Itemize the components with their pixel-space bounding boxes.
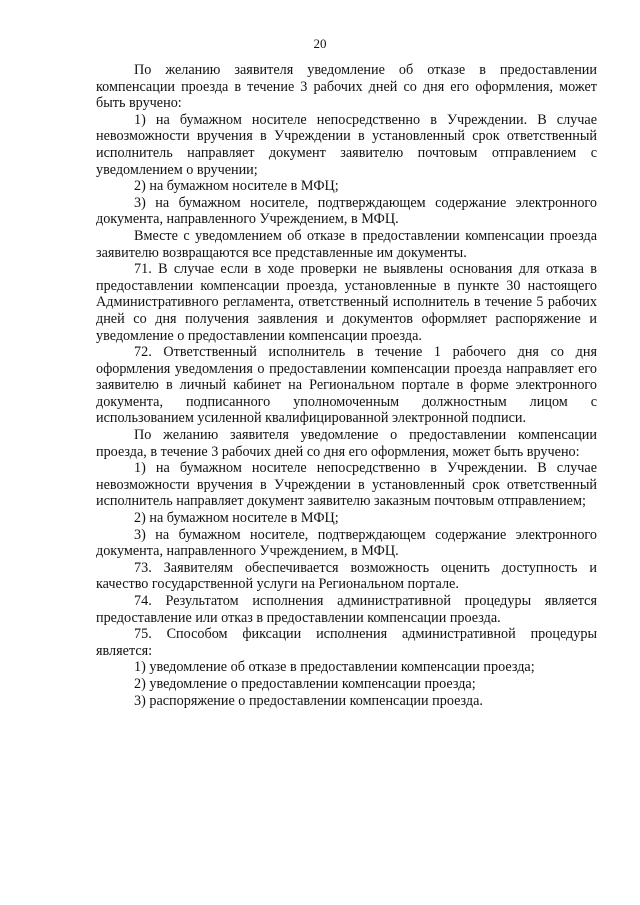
paragraph: 71. В случае если в ходе проверки не выявлены основания для отказа в предоставлении компенсации проезда, установленные в пункте 30 настоящего Административного регламента, ответственный исполнитель в течение 5 рабочих дней со дня получения заявления и документов оформляет распоряжение и уведомление о предоставлении компенсации проезда. — [96, 261, 597, 344]
paragraph: 3) распоряжение о предоставлении компенсации проезда. — [134, 692, 483, 709]
paragraph: 75. Способом фиксации исполнения административной процедуры является: — [96, 626, 597, 659]
paragraph: 3) на бумажном носителе, подтверждающем содержание электронного документа, направленного Учреждением, в МФЦ. — [96, 526, 597, 560]
paragraph: 1) на бумажном носителе непосредственно в Учреждении. В случае невозможности вручения в Учреждении в установленный срок ответственный исполнитель направляет документ заявителю почтовым отправлением с уведомлением о вручении; — [96, 111, 597, 178]
document-body — [96, 62, 597, 709]
paragraph: 72. Ответственный исполнитель в течение 1 рабочего дня со дня оформления уведомления о предоставлении компенсации проезда направляет его заявителю в личный кабинет на Региональном портале в форме электронного документа, подписанного уполномоченным должностным лицом с использованием усиленной квалифицированной электронной подписи. — [96, 344, 597, 427]
paragraph: 1) на бумажном носителе непосредственно в Учреждении. В случае невозможности вручения в Учреждении в установленный срок ответственный исполнитель направляет документ заявителю заказным почтовым отправлением; — [96, 460, 597, 510]
paragraph: 2) уведомление о предоставлении компенсации проезда; — [134, 675, 476, 692]
paragraph: По желанию заявителя уведомление о предоставлении компенсации проезда, в течение 3 рабочих дней со дня его оформления, может быть вручено: — [96, 427, 597, 460]
paragraph: 3) на бумажном носителе, подтверждающем содержание электронного документа, направленного Учреждением, в МФЦ. — [96, 194, 597, 228]
page-number: 20 — [313, 36, 327, 51]
paragraph: 73. Заявителям обеспечивается возможность оценить доступность и качество государственной услуги на Региональном портале. — [96, 559, 597, 593]
paragraph: 1) уведомление об отказе в предоставлении компенсации проезда; — [134, 659, 535, 676]
paragraph: 74. Результатом исполнения административной процедуры является предоставление или отказ в предоставлении компенсации проезда. — [96, 593, 597, 626]
paragraph: 2) на бумажном носителе в МФЦ; — [134, 510, 339, 527]
paragraph: 2) на бумажном носителе в МФЦ; — [134, 178, 339, 195]
paragraph: По желанию заявителя уведомление об отказе в предоставлении компенсации проезда в течение 3 рабочих дней со дня его оформления, может быть вручено: — [96, 62, 597, 112]
paragraph: Вместе с уведомлением об отказе в предоставлении компенсации проезда заявителю возвращаются все представленные им документы. — [96, 227, 597, 261]
